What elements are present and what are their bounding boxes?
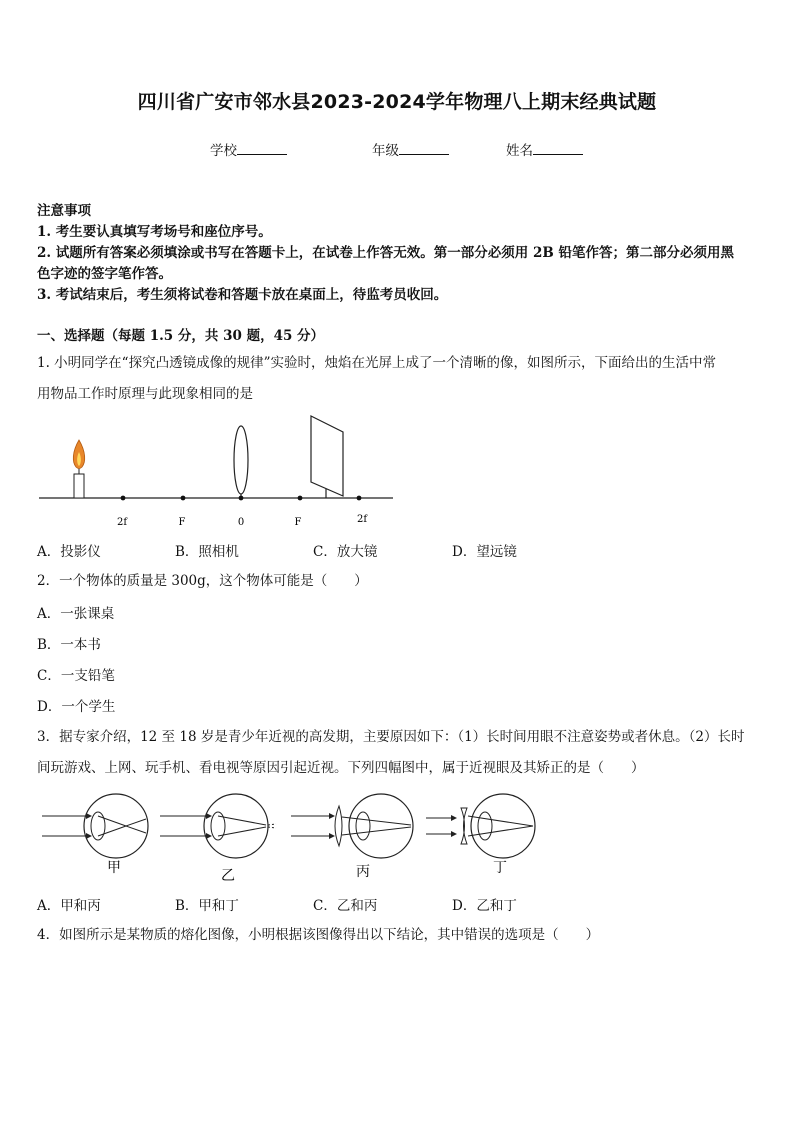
school-blank[interactable] <box>237 142 287 155</box>
q2-option-c[interactable]: C．一支铅笔 <box>37 668 115 684</box>
notice-heading: 注意事项 <box>37 203 91 219</box>
name-blank[interactable] <box>533 142 583 155</box>
section-heading: 一、选择题（每题 1.5 分，共 30 题，45 分） <box>37 328 325 344</box>
page-title: 四川省广安市邻水县2023-2024学年物理八上期末经典试题 <box>137 91 657 113</box>
axis-point-origin <box>239 496 244 501</box>
school-label: 学校 <box>210 143 237 159</box>
light-screen-icon <box>311 416 343 498</box>
notice-item: 1. 考生要认真填写考场号和座位序号。 <box>37 224 272 240</box>
axis-label: F <box>294 517 302 528</box>
q2-option-d[interactable]: D．一个学生 <box>37 699 116 715</box>
notice-item: 色字迹的签字笔作答。 <box>37 266 172 282</box>
axis-point-2f-left <box>121 496 126 501</box>
grade-field <box>372 139 449 159</box>
eye-label: 丙 <box>356 864 370 880</box>
question-3-stem: 间玩游戏、上网、玩手机、看电视等原因引起近视。下列四幅图中，属于近视眼及其矫正的是（ ） <box>37 760 645 776</box>
q2-option-b[interactable]: B．一本书 <box>37 637 101 653</box>
question-3-stem: 3．据专家介绍，12 至 18 岁是青少年近视的高发期，主要原因如下：（1）长时间用眼不注意姿势或者休息。（2）长时 <box>37 729 745 745</box>
notice-item: 2. 试题所有答案必须填涂或书写在答题卡上，在试卷上作答无效。第一部分必须用 2B 铅笔作答；第二部分必须用黑 <box>37 245 734 261</box>
q2-option-a[interactable]: A．一张课桌 <box>37 606 115 622</box>
question-2-stem: 2．一个物体的质量是 300g，这个物体可能是（ ） <box>37 573 368 589</box>
axis-point-f-left <box>181 496 186 501</box>
axis-label: 2f <box>116 517 128 528</box>
candle-icon <box>73 440 84 498</box>
convex-lens-icon <box>234 426 248 494</box>
eye-diagram-bing <box>291 794 413 858</box>
axis-point-f-right <box>298 496 303 501</box>
eye-diagram-ding <box>426 794 535 858</box>
grade-blank[interactable] <box>399 142 449 155</box>
q3-option-d[interactable]: D．乙和丁 <box>452 898 517 914</box>
q3-option-c[interactable]: C．乙和丙 <box>313 898 378 914</box>
school-field <box>210 139 287 159</box>
eye-label: 丁 <box>493 860 507 876</box>
axis-label: 0 <box>237 517 245 528</box>
axis-point-2f-right <box>357 496 362 501</box>
name-field <box>506 139 583 159</box>
name-label: 姓名 <box>506 143 533 159</box>
question-4-stem: 4．如图所示是某物质的熔化图像，小明根据该图像得出以下结论，其中错误的选项是（ ） <box>37 927 600 943</box>
question-1-stem: 1. 小明同学在“探究凸透镜成像的规律”实验时，烛焰在光屏上成了一个清晰的像，如图所示，下面给出的生活中常 <box>37 355 716 371</box>
eye-diagram-yi <box>160 794 276 858</box>
lens-experiment-figure <box>36 410 406 532</box>
axis-label: F <box>178 517 186 528</box>
notice-item: 3. 考试结束后，考生须将试卷和答题卡放在桌面上，待监考员收回。 <box>37 287 448 303</box>
q1-option-a[interactable]: A．投影仪 <box>37 544 101 560</box>
grade-label: 年级 <box>372 143 399 159</box>
question-1-stem: 用物品工作时原理与此现象相同的是 <box>37 386 253 402</box>
eye-label: 甲 <box>107 860 121 876</box>
q3-option-a[interactable]: A．甲和丙 <box>37 898 101 914</box>
q1-option-c[interactable]: C．放大镜 <box>313 544 378 560</box>
eye-diagrams-figure <box>36 788 546 888</box>
eye-diagram-jia <box>42 794 148 858</box>
q1-option-d[interactable]: D．望远镜 <box>452 544 517 560</box>
q3-option-b[interactable]: B．甲和丁 <box>175 898 239 914</box>
q1-option-b[interactable]: B．照相机 <box>175 544 239 560</box>
axis-label: 2f <box>356 514 368 525</box>
eye-label: 乙 <box>221 868 235 884</box>
